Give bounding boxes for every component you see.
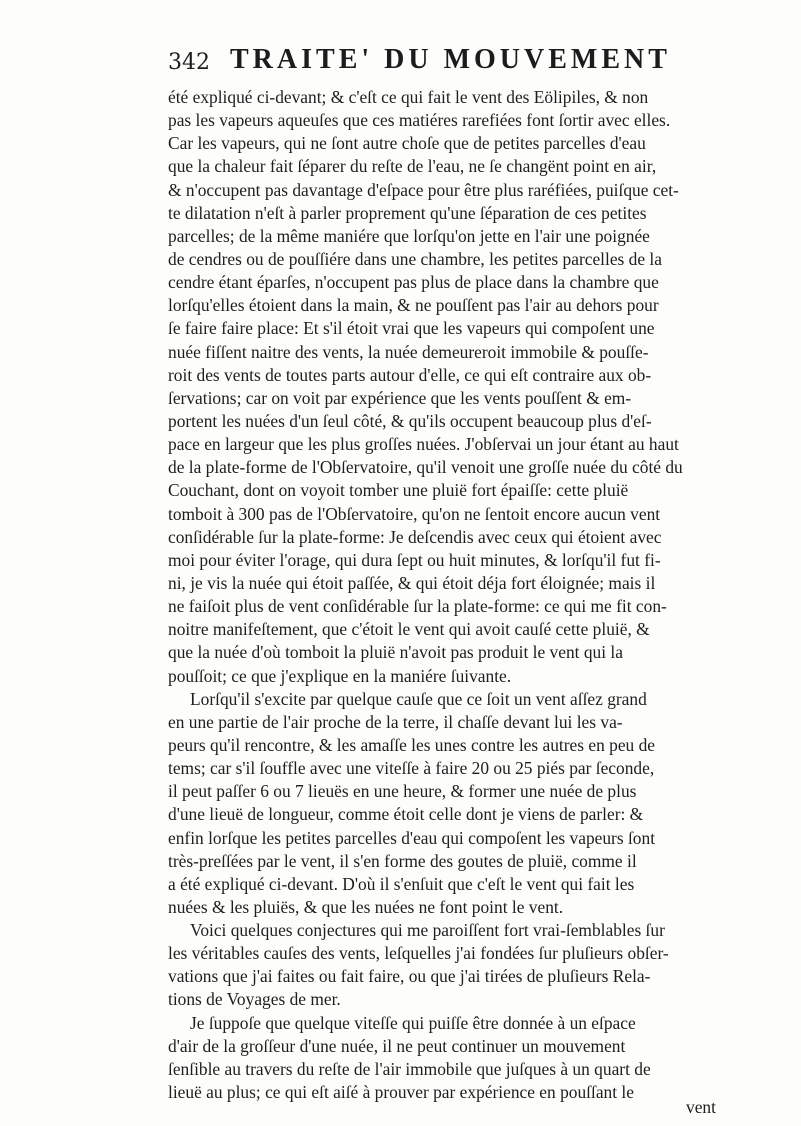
text-line: tems; car s'il ſouffle avec une viteſſe à faire 20 ou 25 piés par ſeconde, [168, 758, 655, 779]
catchword: vent [686, 1097, 716, 1117]
text-line: nuées & les pluiës, & que les nuées ne font point le vent. [168, 896, 564, 917]
text-line: noitre manifeſtement, que c'étoit le vent qui avoit cauſé cette pluië, & [168, 619, 650, 640]
text-line: que la chaleur fait ſéparer du reſte de l'eau, ne ſe changënt point en air, [168, 156, 657, 177]
text-line: conſidérable ſur la plate-forme: Je deſcendis avec ceux qui étoient avec [168, 526, 662, 547]
text-line: été expliqué ci-devant; & c'eſt ce qui fait le vent des Eölipiles, & non [168, 87, 649, 107]
text-line: en une partie de l'air proche de la terre, il chaſſe devant lui les va- [168, 711, 623, 732]
paragraph-start-line: Je ſuppoſe que quelque viteſſe qui puiſſe être donnée à un eſpace [190, 1012, 636, 1033]
text-line: que la nuée d'où tomboit la pluië n'avoit pas produit le vent qui la [168, 642, 623, 663]
text-line: très-preſſées par le vent, il s'en forme des goutes de pluië, comme il [168, 850, 637, 871]
text-line: ſe faire faire place: Et s'il étoit vrai que les vapeurs qui compoſent une [168, 318, 655, 339]
paragraph-start-line: Lorſqu'il s'excite par quelque cauſe que ce ſoit un vent aſſez grand [190, 688, 647, 709]
text-line: lieuë au plus; ce qui eſt aiſé à prouver par expérience en pouſſant le [168, 1082, 634, 1103]
text-line: Couchant, dont on voyoit tomber une pluië fort épaiſſe: cette pluië [168, 480, 629, 501]
text-line: il peut paſſer 6 ou 7 lieuës en une heure, & former une nuée de plus [168, 781, 637, 802]
paragraph-start-line: Voici quelques conjectures qui me paroiſſent fort vrai-ſemblables ſur [190, 920, 665, 941]
text-line: parcelles; de la même maniére que lorſqu'on jette en l'air une poignée [168, 225, 650, 246]
text-line: te dilatation n'eſt à parler proprement qu'une ſéparation de ces petites [168, 202, 647, 223]
running-title: TRAITE' DU MOUVEMENT [230, 44, 671, 75]
text-line: tions de Voyages de mer. [168, 989, 341, 1010]
text-line: ſenſible au travers du reſte de l'air immobile que juſques à un quart de [168, 1058, 651, 1079]
page-number: 342 [168, 50, 210, 75]
text-line: ne faiſoit plus de vent conſidérable ſur la plate-forme: ce qui me fit con- [168, 596, 667, 617]
text-line: moi pour éviter l'orage, qui dura ſept ou huit minutes, & lorſqu'il fut fi- [168, 549, 661, 570]
text-line: de cendres ou de pouſſiére dans une chambre, les petites parcelles de la [168, 248, 662, 269]
text-line: pas les vapeurs aqueuſes que ces matiéres rarefiées font ſortir avec elles. [168, 110, 671, 131]
text-line: nuée fiſſent naitre des vents, la nuée demeureroit immobile & pouſſe- [168, 341, 649, 362]
text-line: d'air de la groſſeur d'une nuée, il ne peut continuer un mouvement [168, 1035, 626, 1056]
text-line: lorſqu'elles étoient dans la main, & ne pouſſent pas l'air au dehors pour [168, 295, 659, 316]
text-line: les véritables cauſes des vents, leſquelles j'ai fondées ſur pluſieurs obſer- [168, 943, 669, 964]
text-line: portent les nuées d'un ſeul côté, & qu'ils occupent beaucoup plus d'eſ- [168, 410, 652, 431]
text-line: & n'occupent pas davantage d'eſpace pour être plus raréfiées, puiſque cet- [168, 179, 679, 200]
text-line: Car les vapeurs, qui ne ſont autre choſe que de petites parcelles d'eau [168, 133, 646, 154]
text-line: peurs qu'il rencontre, & les amaſſe les unes contre les autres en peu de [168, 734, 655, 755]
text-line: de la plate-forme de l'Obſervatoire, qu'il venoit une groſſe nuée du côté du [168, 457, 683, 478]
text-line: enfin lorſque les petites parcelles d'eau qui compoſent les vapeurs ſont [168, 827, 656, 848]
text-line: tomboit à 300 pas de l'Obſervatoire, qu'on ne ſentoit encore aucun vent [168, 503, 661, 524]
page-header [168, 44, 728, 84]
text-line: roit des vents de toutes parts autour d'elle, ce qui eſt contraire aux ob- [168, 364, 652, 385]
text-line: vations que j'ai faites ou fait faire, ou que j'ai tirées de pluſieurs Rela- [168, 966, 651, 987]
text-line: ni, je vis la nuée qui étoit paſſée, & qui étoit déja fort éloignée; mais il [168, 572, 656, 593]
text-line: pace en largeur que les plus groſſes nuées. J'obſervai un jour étant au haut [168, 434, 679, 455]
text-line: ſervations; car on voit par expérience que les vents pouſſent & em- [168, 387, 632, 408]
text-line: d'une lieuë de longueur, comme étoit celle dont je viens de parler: & [168, 804, 644, 825]
text-line: cendre étant éparſes, n'occupent pas plus de place dans la chambre que [168, 272, 659, 293]
body-text [168, 86, 733, 1104]
text-line: pouſſoit; ce que j'explique en la maniére ſuivante. [168, 665, 512, 686]
text-line: a été expliqué ci-devant. D'où il s'enſuit que c'eſt le vent qui fait les [168, 873, 635, 894]
